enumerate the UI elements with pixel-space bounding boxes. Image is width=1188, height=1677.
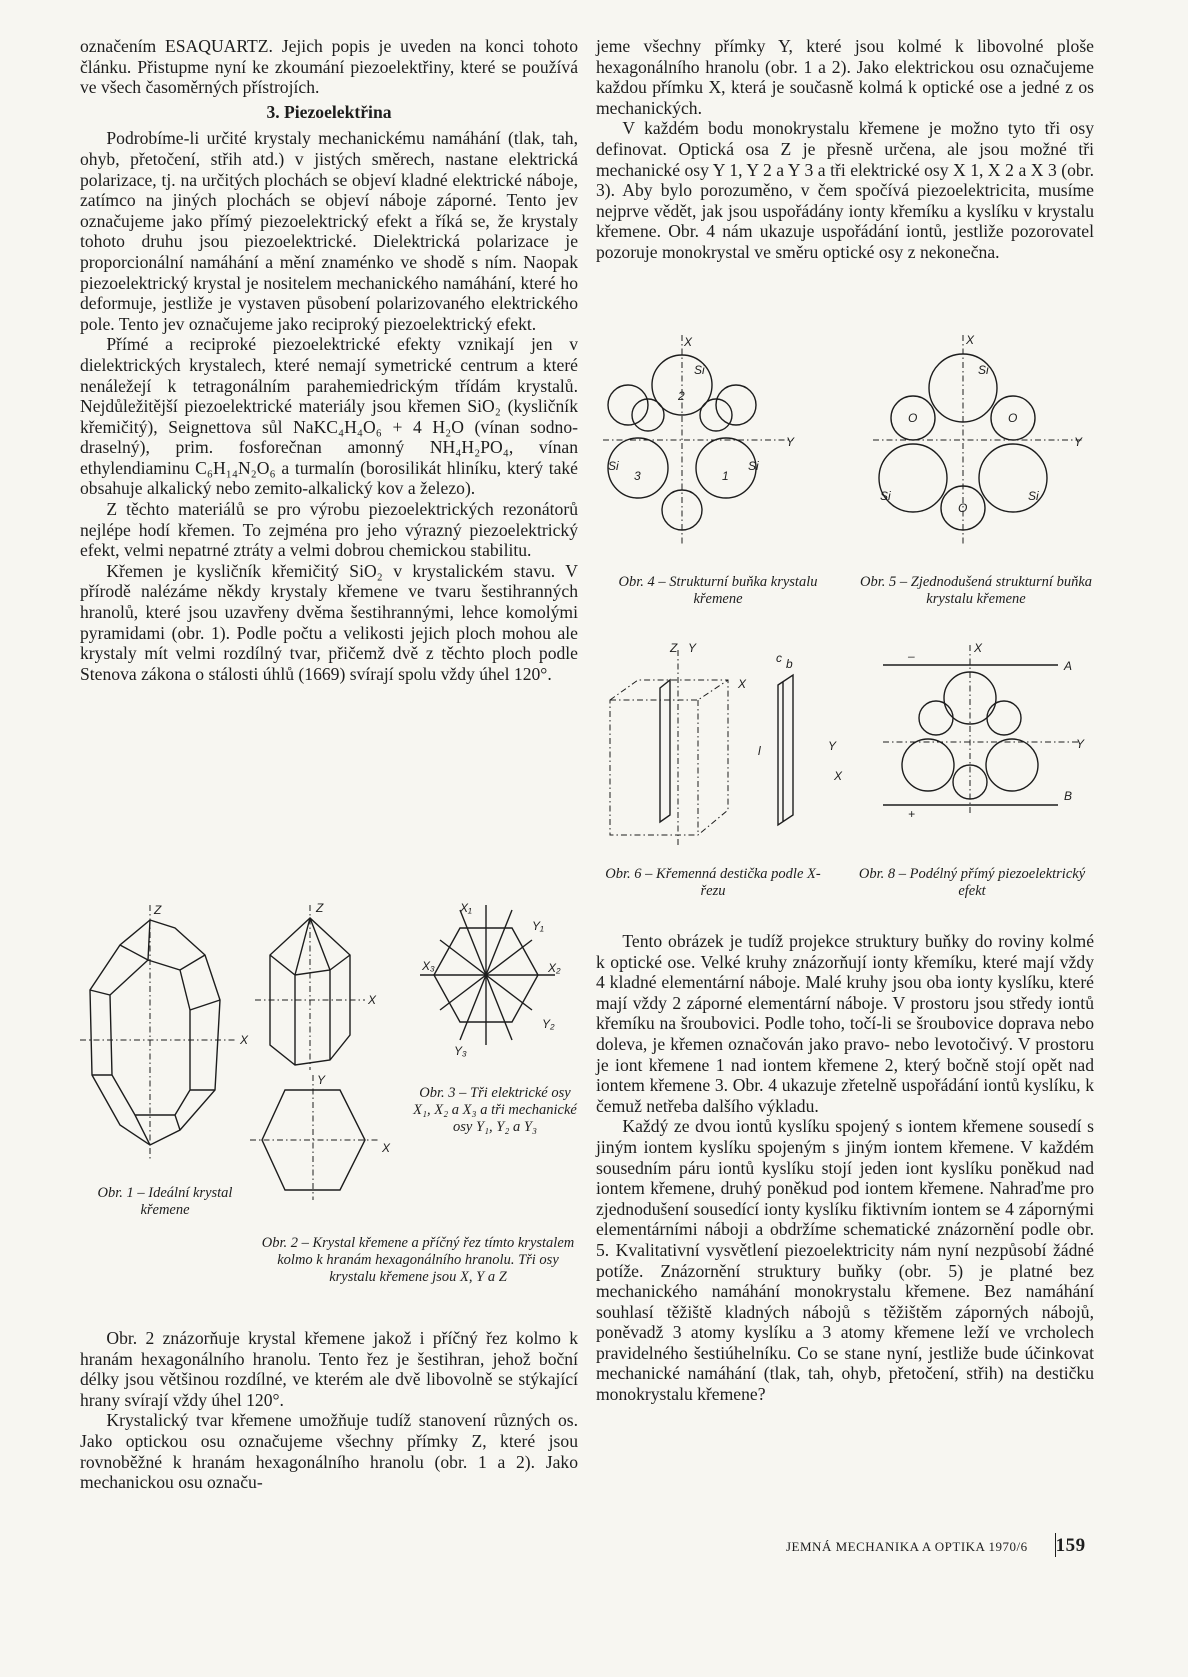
footer-divider [1055, 1533, 1056, 1557]
paragraph: Krystalický tvar křemene umožňuje tudíž stanovení různých os. Jako optickou osu označujeme všechny přímky Z, které jsou rovnoběžné k hranám hexagonálního hranolu (obr. 1 a 2). Jako mechanickou osu označu- [80, 1410, 578, 1493]
label-1: 1 [722, 469, 729, 483]
label-a: A [1064, 659, 1073, 673]
axis-label-y: Y [828, 739, 837, 753]
caption-figure-5: Obr. 5 – Zjednodušená strukturní buňka krystalu křemene [860, 574, 1092, 607]
axis-label-x: X [834, 769, 843, 783]
label-o: O [1008, 411, 1018, 425]
figure-1-crystal [80, 900, 270, 1190]
paragraph: Obr. 2 znázorňuje krystal křemene jakož i příčný řez kolmo k hranám hexagonálního hranolu. Tento řez je šestihran, jehož boční délky jsou většinou rozdílné, ve kterém ale dvě libovolně se stýkající hrany svírají vždy úhel 120°. [80, 1328, 578, 1410]
page-number: 159 [1055, 1535, 1086, 1556]
paragraph: Podrobíme-li určité krystaly mechanickému namáhání (tlak, tah, ohyb, přetočení, střih atd.) v jistých směrech, nastane elektrická polarizace, tj. na určitých plochách se objeví kladné elektrické náboje, zatímco na jiných plochách se objeví náboje záporné. Tento jev označujeme jako přímý piezoelektrický efekt a říká se, že krystaly tohoto druhu jsou piezoelektrické. Dielektrická polarizace je proporcionální namáhání a mění znaménko ve shodě s ním. Naopak piezoelektrický krystal je nositelem mechanického namáhání, které ho deformuje, jestliže je vystaven působení polarizovaného elektrického pole. Tento jev označujeme jako reciproký piezoelektrický efekt. [80, 128, 578, 334]
axis-label-y: Y [1074, 435, 1083, 449]
axis-label-x: X [738, 677, 747, 691]
label-o: O [958, 501, 968, 515]
caption-figure-4: Obr. 4 – Strukturní buňka krystalu křemene [618, 574, 818, 607]
label-b: B [1064, 789, 1073, 803]
section-heading: 3. Piezoelektřina [266, 101, 392, 122]
paragraph: Přímé a reciproké piezoelektrické efekty vznikají jen v dielektrických krystalech, které nemají symetrické centrum a které nenáležejí k tetragonálním parahemiedrickým třídám krystalů. Nejdůležitější piezoelektrické materiály jsou křemen SiO₂ (kysličník křemičitý), Seignettova sůl NaKC₄H₄O₆ + 4 H₂O (vínan sodno-draselný), prim. fosforečnan amonný NH₄H₂PO₄, vínan ethylendiaminu C₆H₁₄N₂O₆ a turmalín (borosilikát hliníku, který také obsahuje alkalický nebo zemito-alkalický kov a železo). [80, 334, 578, 499]
label-si: Si [1028, 489, 1039, 503]
left-column [80, 36, 578, 684]
figure-8-longitudinal-effect [878, 640, 1088, 820]
figure-6-quartz-plate [598, 640, 858, 860]
caption-figure-8: Obr. 8 – Podélný přímý piezoelektrický efekt [858, 866, 1086, 899]
paragraph: Tento obrázek je tudíž projekce struktury buňky do roviny kolmé k optické ose. Velké kruhy znázorňují ionty křemíku, které mají vždy 4 kladné elementární náboje. Malé kruhy jsou oba ionty kyslíku, které mají vždy 2 záporné elementární náboje. V prostoru jsou středy iontů křemíku na šroubovici. Podle toho, točí-li se šroubovice doprava nebo doleva, je křemen označován jako pravo- nebo levotočivý. V prostoru je iont křemene 1 nad iontem křemene 2, který bočně stojí opět nad iontem křemene 3. Obr. 4 ukazuje zřetelně uspořádání iontů kyslíku, k čemuž netřeba dalšího výkladu. [596, 931, 1094, 1116]
label-l: l [758, 744, 761, 758]
axis-label-x: X [684, 335, 693, 349]
paragraph: Každý ze dvou iontů kyslíku spojený s iontem křemene sousedí s jiným iontem kyslíku spojeným s jiným iontem křemene. V každém sousedním páru iontů kyslíku stojí jeden iont kyslíku poněkud nad iontem křemene, druhý poněkud pod iontem křemene. Nahraďme pro zjednodušení sousedící ionty kyslíku fiktivním iontem se 4 zápornými elementárními náboji a obdržíme schematické znázornění podle obr. 5. Kvalitativní vysvětlení piezoelektricity nám nyní nezpůsobí žádné potíže. Znázornění struktury buňky (obr. 5) je platné bez mechanického namáhání monokrystalu křemene. Bez namáhání souhlasí těžiště kladných nábojů s těžištěm záporných nábojů, poněvadž 3 atomy kyslíku a 3 atomy křemene leží ve vrcholech pravidelného šestiúhelníku. Co se stane nyní, jestliže bude účinkovat mechanické namáhání (tlak, tah, ohyb, přetočení, střih) na destičku monokrystalu křemene? [596, 1116, 1094, 1405]
label-c: c [776, 651, 782, 665]
paragraph: Z těchto materiálů se pro výrobu piezoelektrických rezonátorů nejlépe hodí křemen. To zejména pro jeho výrazný piezoelektrický efekt, velmi nepatrné ztráty a velmi dobrou chemickou stabilitu. [80, 499, 578, 561]
axis-label-x: X [382, 1141, 391, 1155]
axis-label-x1: X₁ [460, 901, 472, 915]
minus-sign: – [908, 649, 915, 663]
caption-figure-6: Obr. 6 – Křemenná destička podle X-řezu [605, 866, 821, 899]
label-si: Si [978, 363, 989, 377]
axis-label-x: X [974, 641, 983, 655]
label-si: Si [608, 459, 619, 473]
label-si: Si [880, 489, 891, 503]
paragraph: Křemen je kysličník křemičitý SiO₂ v krystalickém stavu. V přírodě nalézáme někdy krystaly křemene ve tvaru šestihranných hranolů, které jsou uzavřeny dvěma šestihrannými, lehce komolými pyramidami (obr. 1). Podle počtu a velikosti jejich ploch mohou ale krystaly mít velmi rozdílný tvar, přičemž dvě z těchto ploch podle Stenova zákona o stálosti úhlů (1669) svírají spolu vždy úhel 120°. [80, 560, 578, 684]
figure-3-axes [420, 900, 570, 1060]
paragraph: označením ESAQUARTZ. Jejich popis je uveden na konci tohoto článku. Přistupme nyní ke zkoumání piezoelektřiny, které se používá ve všech časoměrných přístrojích. [80, 36, 578, 98]
label-2: 2 [678, 389, 685, 403]
plus-sign: + [908, 807, 916, 820]
axis-label-y: Y [317, 1073, 326, 1087]
right-column [596, 36, 1094, 263]
axis-label-y1: Y₁ [532, 919, 544, 933]
axis-label-y3: Y₃ [454, 1044, 467, 1058]
label-o: O [908, 411, 918, 425]
axis-label-y2: Y₂ [542, 1017, 555, 1031]
left-column-bottom [80, 1328, 578, 1493]
axis-label-x: X [368, 993, 377, 1007]
caption-figure-1: Obr. 1 – Ideální krystal křemene [97, 1185, 233, 1218]
axis-label-x: X [966, 333, 975, 347]
paragraph: V každém bodu monokrystalu křemene je možno tyto tři osy definovat. Optická osa Z je přesně určena, ale jsou možné tři mechanické osy Y 1, Y 2 a Y 3 a tři elektrické osy X 1, X 2 a X 3 (obr. 3). Aby bylo porozuměno, v čem spočívá piezoelektricita, musíme nejprve vědět, jak jsou uspořádány ionty křemíku a kyslíku v krystalu křemene. Obr. 4 nám ukazuje uspořádání iontů, jestliže pozorovatel pozoruje monokrystal ve směru optické osy z nekonečna. [596, 118, 1094, 262]
axis-label-y: Y [786, 435, 795, 449]
axis-label-z: Z [670, 641, 678, 655]
paragraph: jeme všechny přímky Y, které jsou kolmé k libovolné ploše hexagonálního hranolu (obr. 1 a 2). Jako elektrickou osu označujeme každou přímku X, která je současně kolmá k optické ose a jedné z os mechanických. [596, 36, 1094, 118]
label-3: 3 [634, 469, 641, 483]
axis-label-x: X [240, 1033, 249, 1047]
axis-label-x3: X₃ [422, 959, 435, 973]
axis-label-y: Y [688, 641, 697, 655]
caption-figure-2: Obr. 2 – Krystal křemene a příčný řez tímto krystalem kolmo k hranám hexagonálního hranolu. Tři osy krystalu křemene jsou X, Y a Z [261, 1235, 575, 1285]
figure-5-simplified-cell [868, 330, 1088, 550]
journal-title: JEMNÁ MECHANIKA A OPTIKA 1970/6 [786, 1539, 1028, 1554]
figure-4-structure-cell [598, 330, 798, 550]
page-footer [786, 1535, 1086, 1557]
caption-figure-3: Obr. 3 – Tři elektrické osy X₁, X₂ a X₃ a tři mechanické osy Y₁, Y₂ a Y₃ [413, 1085, 577, 1135]
figure-2-crystal-section [250, 900, 410, 1230]
axis-label-z: Z [154, 903, 162, 917]
label-b: b [786, 657, 793, 671]
label-si: Si [748, 459, 759, 473]
axis-label-y: Y [1076, 737, 1085, 751]
label-si: Si [694, 363, 705, 377]
axis-label-x2: X₂ [548, 961, 561, 975]
axis-label-z: Z [316, 901, 324, 915]
right-column-bottom [596, 931, 1094, 1405]
